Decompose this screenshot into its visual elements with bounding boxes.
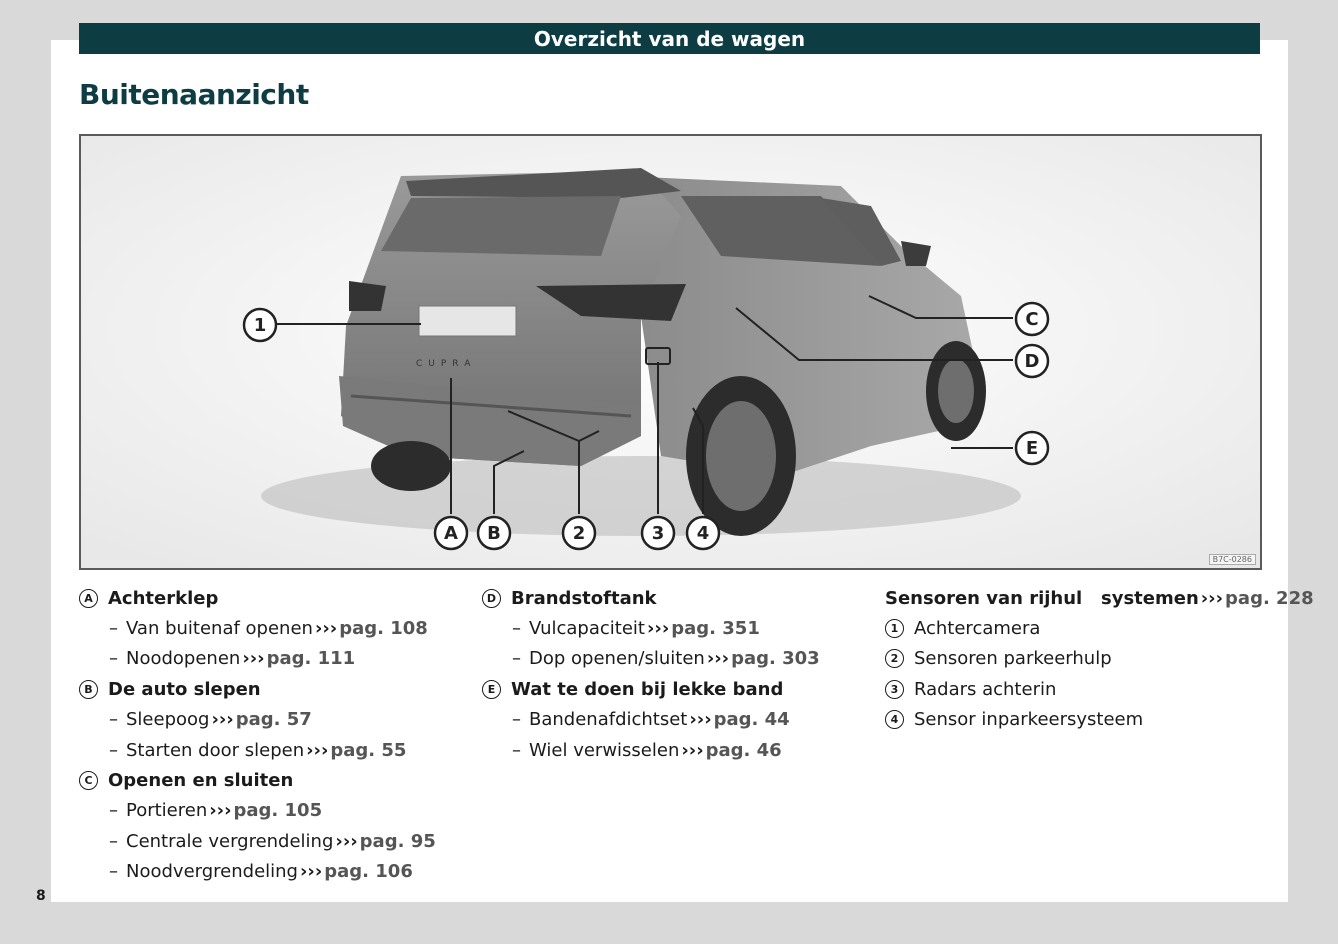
item-text: Noodvergrendeling <box>126 861 298 883</box>
svg-text:E: E <box>1025 438 1039 459</box>
arrow-icon: ››› <box>706 648 730 670</box>
item-text: Bandenafdichtset <box>529 709 688 731</box>
list-item <box>885 705 1314 735</box>
callout-A <box>435 517 467 549</box>
legend-column-2 <box>482 583 820 765</box>
marker-B: B <box>79 680 98 699</box>
callout-B <box>478 517 510 549</box>
heading-text: Wat te doen bij lekke band <box>511 678 784 700</box>
svg-text:A: A <box>444 523 458 544</box>
legend-heading-E <box>482 674 820 704</box>
list-item <box>885 674 1314 704</box>
list-item: – Vulcapaciteit ››› pag. 351 <box>512 618 760 640</box>
callout-2 <box>563 517 595 549</box>
callout-C <box>1016 303 1048 335</box>
list-item: – Wiel verwisselen ››› pag. 46 <box>512 739 782 761</box>
section-header <box>79 23 1260 54</box>
arrow-icon: ››› <box>689 709 712 731</box>
section-header-title: Overzicht van de wagen <box>533 26 806 51</box>
item-text: Sensor inparkeersysteem <box>914 709 1144 731</box>
page-ref-link[interactable]: pag. 57 <box>235 709 312 731</box>
arrow-icon: ››› <box>335 830 358 852</box>
page-ref-link[interactable]: pag. 95 <box>359 830 436 852</box>
legend-heading-C <box>79 765 436 795</box>
legend-column-3 <box>885 583 1314 735</box>
svg-text:4: 4 <box>696 523 710 544</box>
arrow-icon: ››› <box>646 618 670 640</box>
item-text: Wiel verwisselen <box>529 739 680 761</box>
marker-4: 4 <box>885 710 904 729</box>
page-ref-link[interactable]: pag. 105 <box>233 800 323 822</box>
callout-3 <box>642 517 674 549</box>
figure-code: B7C-0286 <box>1209 554 1256 565</box>
page-ref-link[interactable]: pag. 44 <box>713 709 790 731</box>
page-number: 8 <box>36 888 46 904</box>
legend-heading-D <box>482 583 820 613</box>
list-item: – Van buitenaf openen ››› pag. 108 <box>109 618 428 640</box>
callout-D <box>1016 345 1048 377</box>
list-item: – Noodvergrendeling ››› pag. 106 <box>109 861 413 883</box>
legend-heading-A <box>79 583 436 613</box>
legend-column-1 <box>79 583 436 887</box>
svg-text:1: 1 <box>253 315 267 336</box>
callout-E <box>1016 432 1048 464</box>
item-text: Sleepoog <box>126 709 210 731</box>
arrow-icon: ››› <box>209 800 232 822</box>
marker-C: C <box>79 771 98 790</box>
heading-text: De auto slepen <box>108 678 261 700</box>
item-text: Van buitenaf openen <box>126 618 313 640</box>
list-item: – Dop openen/sluiten ››› pag. 303 <box>512 648 820 670</box>
page-title: Buitenaanzicht <box>79 78 309 111</box>
page-ref-link[interactable]: pag. 46 <box>705 739 782 761</box>
marker-2: 2 <box>885 649 904 668</box>
sensors-heading <box>885 583 1314 613</box>
item-text: Noodopenen <box>126 648 241 670</box>
list-item: – Noodopenen ››› pag. 111 <box>109 648 356 670</box>
arrow-icon: ››› <box>306 739 329 761</box>
page-ref-link[interactable]: pag. 111 <box>266 648 356 670</box>
arrow-icon: ››› <box>211 709 234 731</box>
arrow-icon: ››› <box>1200 587 1224 609</box>
list-item: – Portieren ››› pag. 105 <box>109 800 323 822</box>
page-ref-link[interactable]: pag. 228 <box>1225 587 1314 609</box>
page-ref-link[interactable]: pag. 108 <box>339 618 428 640</box>
arrow-icon: ››› <box>314 618 338 640</box>
list-item: – Starten door slepen ››› pag. 55 <box>109 739 407 761</box>
cupra-badge: CUPRA <box>416 359 477 369</box>
marker-3: 3 <box>885 680 904 699</box>
callout-1 <box>244 309 276 341</box>
item-text: Vulcapaciteit <box>529 618 645 640</box>
heading-text: Achterklep <box>108 587 219 609</box>
arrow-icon: ››› <box>242 648 265 670</box>
list-item <box>885 613 1314 643</box>
svg-text:2: 2 <box>572 523 586 544</box>
svg-text:B: B <box>487 523 501 544</box>
list-item: – Sleepoog ››› pag. 57 <box>109 709 312 731</box>
callout-4 <box>687 517 719 549</box>
item-text: Centrale vergrendeling <box>126 830 334 852</box>
page-ref-link[interactable]: pag. 55 <box>330 739 407 761</box>
item-text: Sensoren parkeerhulp <box>914 648 1112 670</box>
item-text: Starten door slepen <box>126 739 305 761</box>
item-text: Portieren <box>126 800 208 822</box>
marker-A: A <box>79 589 98 608</box>
svg-text:D: D <box>1024 351 1040 372</box>
page-ref-link[interactable]: pag. 351 <box>671 618 760 640</box>
heading-text: Brandstoftank <box>511 587 657 609</box>
legend-heading-B <box>79 674 436 704</box>
marker-1: 1 <box>885 619 904 638</box>
list-item <box>885 644 1314 674</box>
arrow-icon: ››› <box>299 861 323 883</box>
heading-text: Sensoren van rijhul systemen <box>885 587 1199 609</box>
list-item: – Centrale vergrendeling ››› pag. 95 <box>109 830 436 852</box>
heading-text: Openen en sluiten <box>108 770 294 792</box>
car-exterior-figure <box>79 134 1262 570</box>
arrow-icon: ››› <box>681 739 704 761</box>
item-text: Radars achterin <box>914 678 1057 700</box>
list-item: – Bandenafdichtset ››› pag. 44 <box>512 709 790 731</box>
svg-text:3: 3 <box>651 523 665 544</box>
svg-text:C: C <box>1025 309 1039 330</box>
car-illustration <box>81 136 1260 568</box>
item-text: Achtercamera <box>914 618 1041 640</box>
item-text: Dop openen/sluiten <box>529 648 705 670</box>
page-ref-link[interactable]: pag. 106 <box>324 861 413 883</box>
marker-D: D <box>482 589 501 608</box>
page-ref-link[interactable]: pag. 303 <box>731 648 820 670</box>
marker-E: E <box>482 680 501 699</box>
